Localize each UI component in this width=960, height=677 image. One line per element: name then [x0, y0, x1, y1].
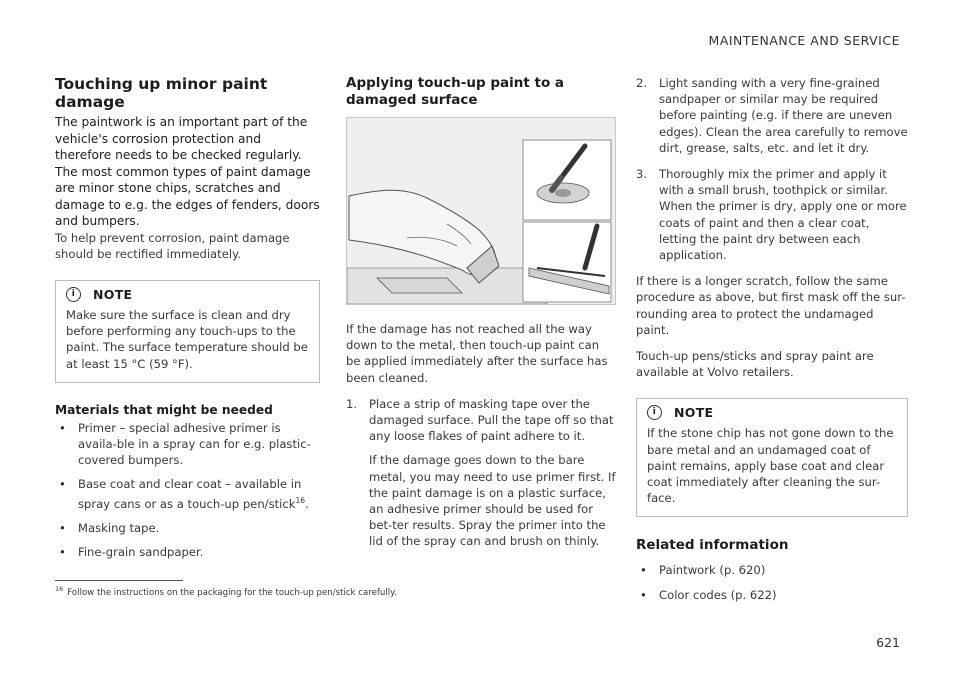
list-item-period: . [305, 496, 309, 511]
materials-heading: Materials that might be needed [55, 402, 273, 417]
step-text: Thoroughly mix the primer and apply it with a small brush, toothpick or similar. When the primer is dry, apply one or more coats of paint and then a clear coat, letting the paint dry between each application. [659, 167, 907, 263]
step-item [346, 396, 616, 550]
step-item [636, 75, 908, 156]
note-box [55, 280, 320, 383]
page-number: 621 [876, 635, 900, 650]
list-item: • Masking tape. [55, 520, 320, 536]
step-subtext: If the damage goes down to the bare metal, you may need to use primer first. If the paint damage is on a plastic surface, an adhesive primer should be used for bet-ter results. Spray the primer into the lid of the spray can and brush on thinly. [369, 453, 616, 549]
list-item-text: Base coat and clear coat – available in spray cans or as a touch-up pen/stick [78, 477, 302, 511]
related-link-color-codes[interactable]: • Color codes (p. 622) [636, 587, 908, 603]
related-list [636, 562, 908, 602]
section-title: Applying touch-up paint to a damaged surface [346, 75, 565, 108]
info-icon: i [647, 405, 662, 420]
footnote-number: 16 [55, 585, 64, 593]
page-header: MAINTENANCE AND SERVICE [708, 33, 900, 48]
footnote-text: Follow the instructions on the packaging for the touch-up pen/stick carefully. [67, 587, 397, 598]
lead-paragraph: The paintwork is an important part of the vehicle's corrosion protection and therefore needs to be checked regularly. The most common types of paint damage are minor stone chips, scratches and damage to e.g. the edges of fenders, doors and bumpers. [55, 115, 320, 228]
column-2 [346, 75, 616, 560]
steps-list [346, 396, 616, 550]
note-title: NOTE [93, 286, 133, 302]
footnote-divider [55, 580, 183, 581]
step-number: 3. [636, 167, 648, 182]
step-item [636, 166, 908, 263]
illustration-svg [347, 118, 615, 304]
materials-list [55, 420, 320, 560]
step-number: 1. [346, 396, 358, 411]
note-text: If the stone chip has not gone down to the bare metal and an undamaged coat of paint remains, apply base coat and clear coat immediately after cleaning the sur-face. [647, 426, 894, 506]
section-title: Touching up minor paint damage [55, 75, 268, 111]
related-heading: Related information [636, 537, 789, 554]
body-paragraph: Touch-up pens/sticks and spray paint are available at Volvo retailers. [636, 349, 874, 380]
intro-paragraph: If the damage has not reached all the way down to the metal, then touch-up paint can be applied immediately after the surface has been cleaned. [346, 322, 608, 385]
note-text: Make sure the surface is clean and dry before performing any touch-ups to the paint. The surface temperature should be at least 15 °C (59 °F). [66, 307, 308, 371]
body-paragraph: If there is a longer scratch, follow the same procedure as above, but first mask off the sur-rounding area to protect the undamaged paint. [636, 274, 906, 337]
step-text: Light sanding with a very fine-grained sandpaper or similar may be required before painting (e.g. if there are uneven edges). Clean the area carefully to remove dirt, grease, salts, etc. and let it dry. [659, 76, 908, 155]
note-header [66, 287, 309, 302]
list-item: • Fine-grain sandpaper. [55, 544, 320, 560]
footnote [55, 585, 397, 598]
list-item [55, 476, 320, 511]
body-paragraph: To help prevent corrosion, paint damage should be rectified immediately. [55, 230, 290, 261]
steps-list-continued [636, 75, 908, 263]
touch-up-illustration [346, 117, 616, 305]
step-number: 2. [636, 76, 648, 90]
column-1 [55, 75, 320, 568]
footnote-reference[interactable]: 16 [295, 495, 306, 505]
related-link-paintwork[interactable]: • Paintwork (p. 620) [636, 562, 908, 578]
info-icon: i [66, 287, 81, 302]
note-title: NOTE [674, 405, 714, 421]
step-text: Place a strip of masking tape over the damaged surface. Pull the tape off so that any loose flakes of paint adhere to it. [369, 396, 614, 444]
note-box [636, 398, 908, 517]
list-item: • Primer – special adhesive primer is availa-ble in a spray can for e.g. plastic-covered bumpers. [55, 420, 320, 469]
column-3 [636, 75, 908, 611]
note-header [647, 405, 897, 420]
